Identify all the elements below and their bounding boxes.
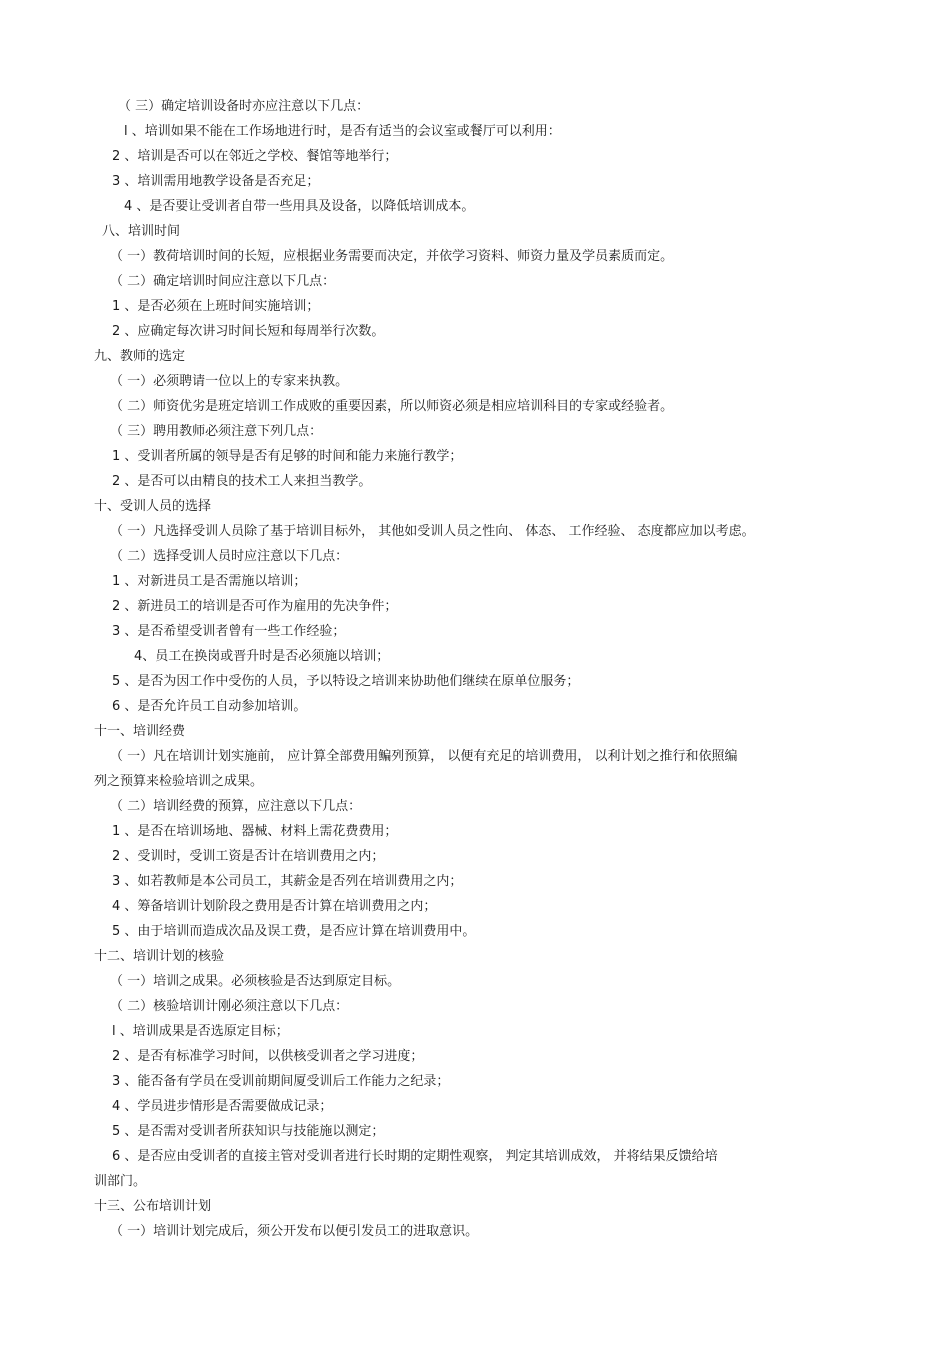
- text-line: （ 一）培训之成果。必须核验是否达到原定目标。: [110, 974, 401, 989]
- section-heading: 十、受训人员的选择: [94, 499, 212, 514]
- text-line: 2 、是否有标准学习时间，以供核受训者之学习进度；: [112, 1049, 424, 1064]
- text-line: 2 、培训是否可以在邻近之学校、餐馆等地举行；: [112, 149, 398, 164]
- text-line: 4 、是否要让受训者自带一些用具及设备，以降低培训成本。: [124, 199, 475, 214]
- text-line: （ 三）聘用教师必须注意下列几点：: [110, 424, 323, 439]
- text-line: 5 、是否需对受训者所获知识与技能施以测定；: [112, 1124, 385, 1139]
- section-heading: 十二、培训计划的核验: [94, 949, 225, 964]
- text-line: 2 、新进员工的培训是否可作为雇用的先决争件；: [112, 599, 398, 614]
- text-line: （ 一）必须聘请一位以上的专家来执教。: [110, 374, 349, 389]
- text-line: 3 、能否备有学员在受训前期间厦受训后工作能力之纪录；: [112, 1074, 450, 1089]
- text-line: （ 二）培训经费的预算，应注意以下几点：: [110, 799, 362, 814]
- text-line: 4、员工在换岗或晋升时是否必须施以培训；: [134, 649, 390, 664]
- text-line: （ 二）师资优劣是班定培训工作成败的重要因素，所以师资必须是相应培训科目的专家或经验者。: [110, 399, 674, 414]
- text-line: （ 一）凡在培训计划实施前， 应计算全部费用鳊列预算， 以便有充足的培训费用， 以利计划之推行和依照编: [110, 749, 738, 764]
- text-line: 4 、筹备培训计划阶段之费用是否计算在培训费用之内；: [112, 899, 437, 914]
- text-line: （ 二）确定培训时间应注意以下几点：: [110, 274, 336, 289]
- text-line: 6 、是否应由受训者的直接主管对受训者进行长时期的定期性观察， 判定其培训成效， 并将结果反馈给培: [112, 1149, 718, 1164]
- text-line: 训部门。: [94, 1174, 147, 1189]
- section-heading: 十三、公布培训计划: [94, 1199, 212, 1214]
- text-line: l 、培训成果是否选原定目标；: [112, 1024, 289, 1039]
- text-line: （ 一）凡选择受训人员除了基于培训目标外， 其他如受训人员之性向、 体态、 工作经验、 态度都应加以考虑。: [110, 524, 755, 539]
- text-line: 1 、对新进员工是否需施以培训；: [112, 574, 307, 589]
- text-line: 2 、应确定每次讲习时间长短和每周举行次数。: [112, 324, 385, 339]
- text-line: 4 、学员进步情形是否需要做成记录；: [112, 1099, 333, 1114]
- text-line: 2 、是否可以由精良的技术工人来担当教学。: [112, 474, 372, 489]
- text-line: （ 一）培训计划完成后，须公开发布以便引发员工的进取意识。: [110, 1224, 479, 1239]
- section-heading: 九、教师的选定: [94, 349, 186, 364]
- text-line: （ 一）教荷培训时间的长短，应根据业务需要而决定，并依学习资料、师资力量及学员素质而定。: [110, 249, 674, 264]
- text-line: 3 、是否希望受训者曾有一些工作经验；: [112, 624, 346, 639]
- text-line: 3 、培训需用地教学设备是否充足；: [112, 174, 320, 189]
- text-line: （ 二）核验培训计刚必须注意以下几点：: [110, 999, 349, 1014]
- text-line: （ 二）选择受训人员时应注意以下几点：: [110, 549, 349, 564]
- text-line: 5 、由于培训而造成次品及误工费，是否应计算在培训费用中。: [112, 924, 476, 939]
- text-line: 列之预算来检验培训之成果。: [94, 774, 264, 789]
- text-line: 3 、如若教师是本公司员工，其薪金是否列在培训费用之内；: [112, 874, 463, 889]
- section-heading: 八、培训时间: [102, 224, 181, 239]
- text-line: 1 、受训者所属的领导是否有足够的时间和能力来施行教学；: [112, 449, 463, 464]
- text-line: 2 、受训时，受训工资是否计在培训费用之内；: [112, 849, 385, 864]
- text-line: l 、培训如果不能在工作场地进行时，是否有适当的会议室或餐厅可以利用：: [124, 124, 561, 139]
- text-line: 6 、是否允许员工自动参加培训。: [112, 699, 307, 714]
- section-heading: 十一、培训经费: [94, 724, 186, 739]
- text-line: 1 、是否在培训场地、器械、材料上需花费费用；: [112, 824, 398, 839]
- text-line: 1 、是否必须在上班时间实施培训；: [112, 299, 320, 314]
- text-line: （ 三）确定培训设备时亦应注意以下几点：: [118, 99, 370, 114]
- text-line: 5 、是否为因工作中受伤的人员，予以特设之培训来协助他们继续在原单位服务；: [112, 674, 580, 689]
